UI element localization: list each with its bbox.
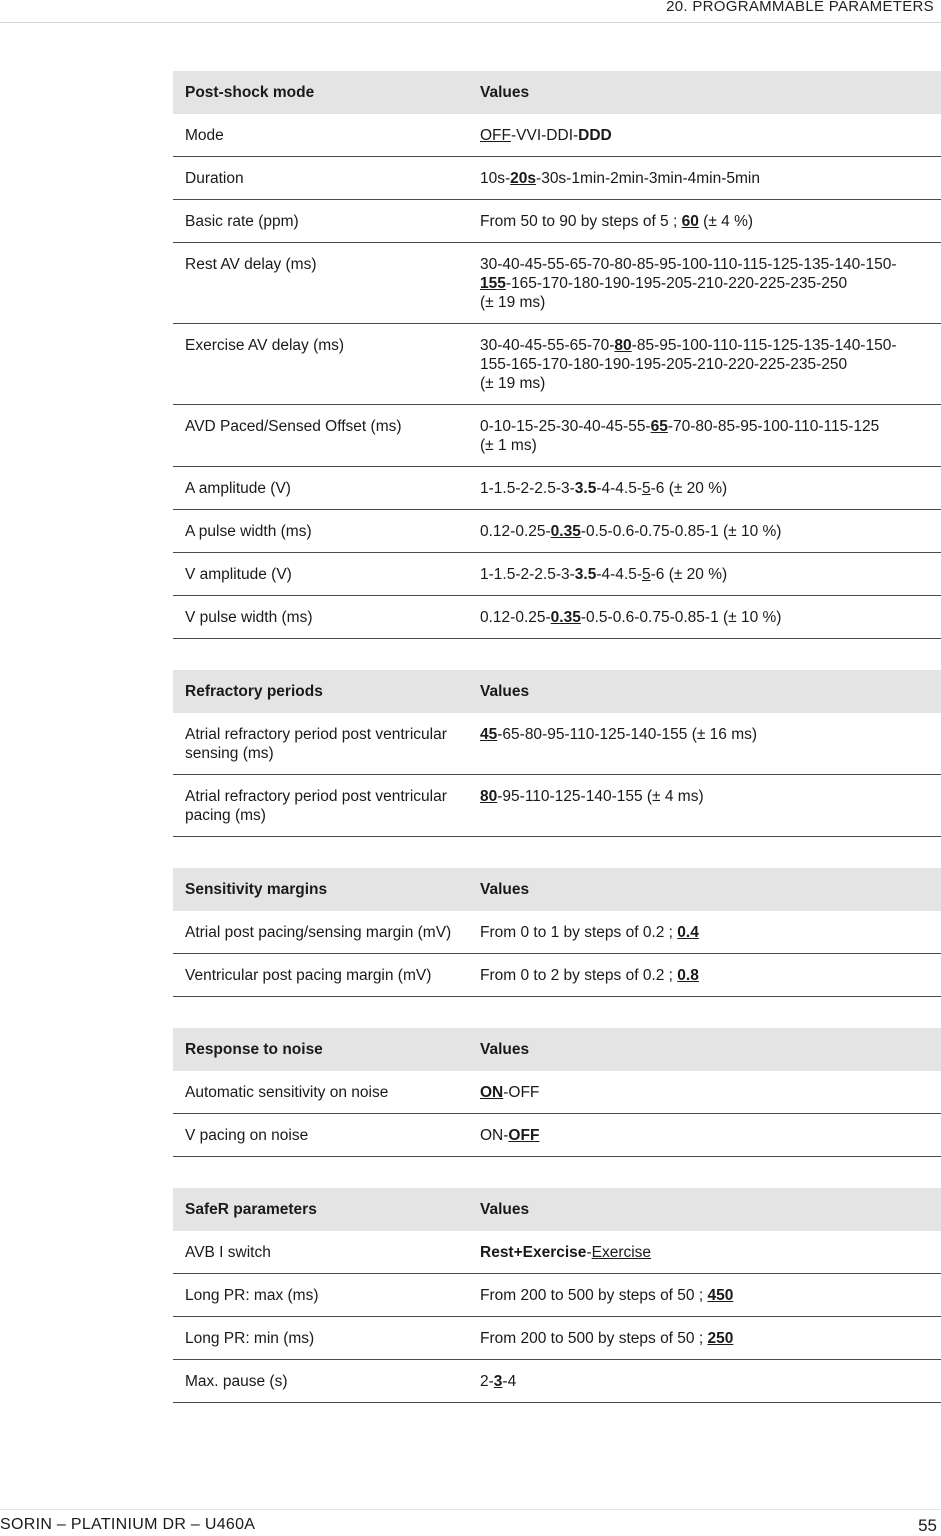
- nominal-value: 80: [614, 337, 632, 354]
- value-text: From 0 to 2 by steps of 0.2 ;: [480, 967, 678, 984]
- parameter-label: V pulse width (ms): [173, 596, 468, 639]
- bold-value: 3.5: [574, 480, 597, 497]
- parameter-label: Long PR: min (ms): [173, 1317, 468, 1360]
- parameter-label: Mode: [173, 114, 468, 157]
- safer-parameters-table: [173, 1188, 941, 1403]
- nominal-value: 250: [707, 1330, 734, 1347]
- value-text: -0.5-0.6-0.75-0.85-1 (± 10 %): [580, 523, 782, 540]
- value-text: 0.12-0.25-: [480, 523, 551, 540]
- parameter-tables: [173, 71, 941, 1403]
- sensitivity-margins-table: [173, 868, 941, 997]
- nominal-value: 0.35: [550, 523, 581, 540]
- nominal-value: 450: [707, 1287, 734, 1304]
- parameter-label: Duration: [173, 157, 468, 200]
- table-header-row: [173, 868, 941, 911]
- parameter-label: AVD Paced/Sensed Offset (ms): [173, 405, 468, 467]
- nominal-value: 45: [480, 726, 498, 743]
- nominal-value: 0.35: [550, 609, 581, 626]
- value-text: (± 1 ms): [480, 437, 537, 454]
- parameter-label: V amplitude (V): [173, 553, 468, 596]
- parameter-label: A pulse width (ms): [173, 510, 468, 553]
- running-header: [0, 0, 941, 23]
- parameter-values: [468, 596, 941, 639]
- value-text: -OFF: [503, 1084, 540, 1101]
- table-row: [173, 157, 941, 200]
- table-row: [173, 467, 941, 510]
- value-text: 30-40-45-55-65-70-80-85-95-100-110-115-125-135-140-150-: [480, 256, 897, 273]
- table-row: [173, 1231, 941, 1274]
- underlined-value: OFF: [480, 127, 511, 144]
- parameter-label: A amplitude (V): [173, 467, 468, 510]
- parameter-values: [468, 1274, 941, 1317]
- parameter-values: [468, 1071, 941, 1114]
- value-text: From 200 to 500 by steps of 50 ;: [480, 1287, 708, 1304]
- parameter-values: [468, 243, 941, 324]
- bold-value: Rest+Exercise: [480, 1244, 587, 1261]
- nominal-value: OFF: [508, 1127, 540, 1144]
- values-heading: Values: [468, 868, 941, 911]
- table-row: [173, 510, 941, 553]
- value-text: From 200 to 500 by steps of 50 ;: [480, 1330, 708, 1347]
- nominal-value: 20s: [510, 170, 537, 187]
- parameter-label: Basic rate (ppm): [173, 200, 468, 243]
- table-spacer: [173, 997, 941, 1028]
- parameter-values: [468, 553, 941, 596]
- parameter-values: [468, 1317, 941, 1360]
- value-text: 155-165-170-180-190-195-205-210-220-225-235-250: [480, 356, 848, 373]
- parameter-values: [468, 157, 941, 200]
- parameter-values: [468, 911, 941, 954]
- table-spacer: [173, 639, 941, 670]
- parameter-label: AVB I switch: [173, 1231, 468, 1274]
- value-text: -165-170-180-190-195-205-210-220-225-235-250: [505, 275, 848, 292]
- table-row: [173, 114, 941, 157]
- table-heading: Refractory periods: [173, 670, 468, 713]
- table-row: [173, 200, 941, 243]
- parameter-values: [468, 510, 941, 553]
- refractory-periods-table: [173, 670, 941, 837]
- value-text: -4: [502, 1373, 517, 1390]
- parameter-values: [468, 467, 941, 510]
- running-footer: [0, 1509, 941, 1533]
- table-header-row: [173, 1028, 941, 1071]
- bold-value: 3.5: [574, 566, 597, 583]
- parameter-label: Atrial refractory period post ventricular sensing (ms): [173, 713, 468, 775]
- table-row: [173, 1360, 941, 1403]
- underlined-value: 5: [641, 566, 651, 583]
- value-text: 1-1.5-2-2.5-3-: [480, 566, 575, 583]
- parameter-label: Atrial post pacing/sensing margin (mV): [173, 911, 468, 954]
- value-text: -0.5-0.6-0.75-0.85-1 (± 10 %): [580, 609, 782, 626]
- document-reference: SORIN – PLATINIUM DR – U460A: [0, 1516, 256, 1533]
- value-text: -VVI-DDI-: [511, 127, 579, 144]
- value-text: ON-: [480, 1127, 509, 1144]
- table-row: [173, 596, 941, 639]
- value-text: From 0 to 1 by steps of 0.2 ;: [480, 924, 678, 941]
- parameter-values: [468, 1231, 941, 1274]
- page-number: 55: [918, 1516, 937, 1535]
- table-heading: SafeR parameters: [173, 1188, 468, 1231]
- table-row: [173, 553, 941, 596]
- parameter-values: [468, 775, 941, 837]
- table-heading: Sensitivity margins: [173, 868, 468, 911]
- table-row: [173, 911, 941, 954]
- value-text: -70-80-85-95-100-110-115-125: [667, 418, 880, 435]
- table-spacer: [173, 1157, 941, 1188]
- underlined-value: Exercise: [591, 1244, 652, 1261]
- value-text: (± 19 ms): [480, 294, 546, 311]
- values-heading: Values: [468, 71, 941, 114]
- table-row: [173, 1071, 941, 1114]
- parameter-label: Atrial refractory period post ventricular pacing (ms): [173, 775, 468, 837]
- value-text: -: [586, 1244, 592, 1261]
- parameter-values: [468, 324, 941, 405]
- value-text: -4-4.5-: [596, 480, 642, 497]
- value-text: 10s-: [480, 170, 511, 187]
- parameter-values: [468, 1114, 941, 1157]
- table-row: [173, 405, 941, 467]
- chapter-title: 20. PROGRAMMABLE PARAMETERS: [666, 0, 934, 15]
- value-text: -30s-1min-2min-3min-4min-5min: [536, 170, 760, 187]
- parameter-label: Exercise AV delay (ms): [173, 324, 468, 405]
- underlined-value: 5: [641, 480, 651, 497]
- value-text: 2-: [480, 1373, 494, 1390]
- value-text: -6 (± 20 %): [650, 480, 728, 497]
- values-heading: Values: [468, 670, 941, 713]
- parameter-values: [468, 114, 941, 157]
- nominal-value: 0.8: [677, 967, 699, 984]
- value-text: -65-80-95-110-125-140-155 (± 16 ms): [497, 726, 758, 743]
- parameter-label: Automatic sensitivity on noise: [173, 1071, 468, 1114]
- table-header-row: [173, 670, 941, 713]
- value-text: 1-1.5-2-2.5-3-: [480, 480, 575, 497]
- value-text: -6 (± 20 %): [650, 566, 728, 583]
- value-text: -4-4.5-: [596, 566, 642, 583]
- table-row: [173, 1317, 941, 1360]
- value-text: (± 4 %): [698, 213, 754, 230]
- nominal-value: ON: [480, 1084, 504, 1101]
- nominal-value: 3: [493, 1373, 503, 1390]
- nominal-value: 80: [480, 788, 498, 805]
- parameter-values: [468, 200, 941, 243]
- table-heading: Post-shock mode: [173, 71, 468, 114]
- table-heading: Response to noise: [173, 1028, 468, 1071]
- value-text: 30-40-45-55-65-70-: [480, 337, 615, 354]
- value-text: -85-95-100-110-115-125-135-140-150-: [631, 337, 897, 354]
- value-text: 0-10-15-25-30-40-45-55-: [480, 418, 651, 435]
- table-header-row: [173, 1188, 941, 1231]
- parameter-values: [468, 954, 941, 997]
- table-row: [173, 713, 941, 775]
- nominal-value: 60: [681, 213, 699, 230]
- table-row: [173, 1274, 941, 1317]
- response-to-noise-table: [173, 1028, 941, 1157]
- table-row: [173, 324, 941, 405]
- parameter-values: [468, 713, 941, 775]
- parameter-values: [468, 1360, 941, 1403]
- table-row: [173, 954, 941, 997]
- nominal-value: 0.4: [677, 924, 699, 941]
- values-heading: Values: [468, 1188, 941, 1231]
- parameter-label: Long PR: max (ms): [173, 1274, 468, 1317]
- values-heading: Values: [468, 1028, 941, 1071]
- table-spacer: [173, 837, 941, 868]
- table-row: [173, 1114, 941, 1157]
- value-text: From 50 to 90 by steps of 5 ;: [480, 213, 682, 230]
- parameter-label: V pacing on noise: [173, 1114, 468, 1157]
- parameter-label: Rest AV delay (ms): [173, 243, 468, 324]
- table-row: [173, 775, 941, 837]
- post-shock-mode-table: [173, 71, 941, 639]
- value-text: (± 19 ms): [480, 375, 546, 392]
- value-text: 0.12-0.25-: [480, 609, 551, 626]
- parameter-label: Max. pause (s): [173, 1360, 468, 1403]
- nominal-value: 65: [650, 418, 668, 435]
- table-row: [173, 243, 941, 324]
- bold-value: DDD: [578, 127, 612, 144]
- parameter-label: Ventricular post pacing margin (mV): [173, 954, 468, 997]
- value-text: -95-110-125-140-155 (± 4 ms): [497, 788, 704, 805]
- nominal-value: 155: [480, 275, 506, 292]
- parameter-values: [468, 405, 941, 467]
- table-header-row: [173, 71, 941, 114]
